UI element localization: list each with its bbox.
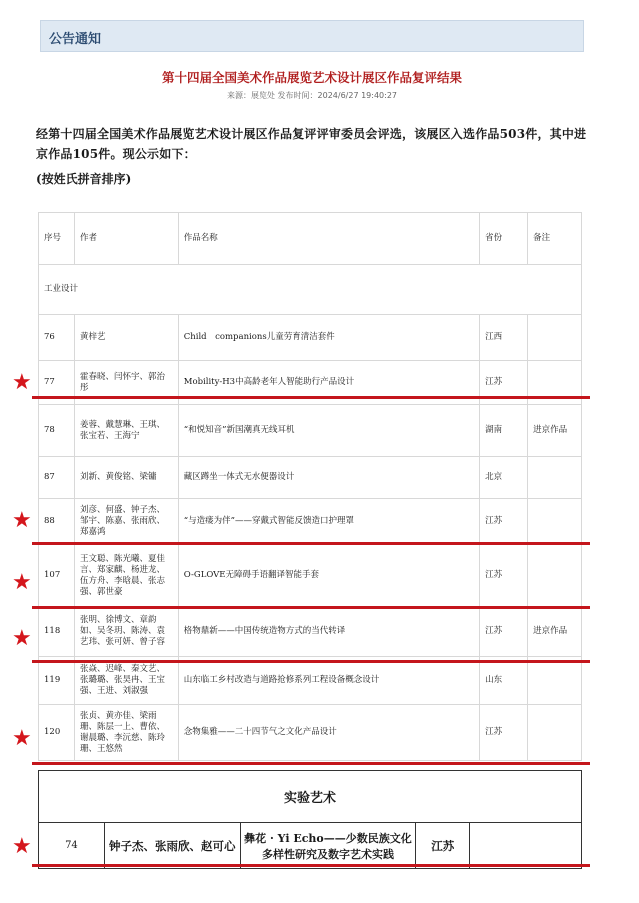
cell-no: 88 — [39, 499, 75, 545]
cell-remark — [528, 545, 582, 607]
cell-no: 74 — [39, 823, 105, 869]
cell-remark — [528, 457, 582, 499]
cell-no: 87 — [39, 457, 75, 499]
cell-work: 格物鼎新——中国传统造物方式的当代转译 — [178, 607, 479, 657]
cell-work: Child companions儿童劳育清洁套件 — [178, 315, 479, 361]
experimental-art-table — [38, 770, 582, 869]
cell-province: 江西 — [480, 315, 528, 361]
cell-author: 刘新、黄俊铭、梁镛 — [74, 457, 178, 499]
cell-work: O-GLOVE无障碍手语翻译智能手套 — [178, 545, 479, 607]
star-icon: ★ — [12, 726, 32, 751]
star-icon: ★ — [12, 834, 32, 859]
cell-author: 刘彦、何盛、钟子杰、邹宇、陈嘉、张雨欣、郑嘉鸿 — [74, 499, 178, 545]
star-icon: ★ — [12, 370, 32, 395]
cell-remark — [470, 823, 582, 869]
cell-author: 王文聪、陈光曦、夏佳言、郑家麒、杨进龙、伍方舟、李晗晨、张志强、郭世豪 — [74, 545, 178, 607]
col-header-work: 作品名称 — [178, 213, 479, 265]
table-row — [39, 607, 582, 657]
source-meta: 来源：展览处 发布时间：2024/6/27 19:40:27 — [226, 91, 398, 100]
cell-no: 77 — [39, 361, 75, 405]
cell-no: 107 — [39, 545, 75, 607]
highlight-underline — [32, 762, 590, 765]
cell-author: 姜蓉、戴慧琳、王琪、张宝若、王海宁 — [74, 405, 178, 457]
cell-remark — [528, 705, 582, 761]
cell-province: 江苏 — [480, 607, 528, 657]
cell-remark — [528, 315, 582, 361]
cell-work: Mobility-H3中高龄老年人智能助行产品设计 — [178, 361, 479, 405]
table-row — [39, 705, 582, 761]
cell-no: 78 — [39, 405, 75, 457]
cell-author: 张明、徐博文、章韵如、吴冬玥、陈涛、袁艺玮、张可妍、曾子容 — [74, 607, 178, 657]
col-header-author: 作者 — [74, 213, 178, 265]
cell-remark: 进京作品 — [528, 405, 582, 457]
cell-province: 江苏 — [480, 499, 528, 545]
table-row — [39, 499, 582, 545]
cell-no: 76 — [39, 315, 75, 361]
star-icon: ★ — [12, 626, 32, 651]
section-header-label: 公告通知 — [49, 32, 102, 47]
highlight-underline — [32, 396, 590, 399]
col-header-no: 序号 — [39, 213, 75, 265]
cell-province: 湖南 — [480, 405, 528, 457]
cell-remark: 进京作品 — [528, 607, 582, 657]
cell-author: 黄梓艺 — [74, 315, 178, 361]
cell-author: 霍春晓、闫怀宇、郭治彤 — [74, 361, 178, 405]
cell-work: “和悦知音”新国潮真无线耳机 — [178, 405, 479, 457]
table-row — [39, 405, 582, 457]
table-header-row — [39, 213, 582, 265]
cell-no: 118 — [39, 607, 75, 657]
col-header-province: 省份 — [480, 213, 528, 265]
table-row — [39, 657, 582, 705]
highlight-underline — [32, 660, 590, 663]
section-header — [40, 20, 584, 52]
cell-no: 120 — [39, 705, 75, 761]
cell-work: 藏区蹲坐一体式无水便器设计 — [178, 457, 479, 499]
category-label: 实验艺术 — [39, 771, 582, 823]
cell-author: 张焱、迟峰、秦文艺、张璐璐、张昊冉、王宝强、王进、刘淑强 — [74, 657, 178, 705]
cell-work: 山东临工乡村改造与道路抢修系列工程设备概念设计 — [178, 657, 479, 705]
table-row — [39, 823, 582, 869]
highlight-underline — [32, 542, 590, 545]
table-row — [39, 315, 582, 361]
cell-author: 张贞、黄亦佳、梁雨珊、陈层一上、曹依、谢晨璐、李沅慈、陈玲珊、王悠然 — [74, 705, 178, 761]
cell-province: 江苏 — [416, 823, 470, 869]
cell-work: “与造瘘为伴”——穿戴式智能反馈造口护理罩 — [178, 499, 479, 545]
cell-province: 北京 — [480, 457, 528, 499]
cell-remark — [528, 499, 582, 545]
highlight-underline — [32, 864, 590, 867]
category-label: 工业设计 — [39, 265, 582, 315]
cell-province: 江苏 — [480, 361, 528, 405]
highlight-underline — [32, 606, 590, 609]
cell-province: 山东 — [480, 657, 528, 705]
cell-no: 119 — [39, 657, 75, 705]
cell-author: 钟子杰、张雨欣、赵可心 — [104, 823, 240, 869]
col-header-remark: 备注 — [528, 213, 582, 265]
cell-work: 彝花 · Yi Echo——少数民族文化多样性研究及数字艺术实践 — [240, 823, 416, 869]
cell-province: 江苏 — [480, 705, 528, 761]
results-table — [38, 212, 582, 761]
page-title: 第十四届全国美术作品展览艺术设计展区作品复评结果 — [161, 70, 462, 85]
cell-remark — [528, 657, 582, 705]
category-row — [39, 771, 582, 823]
table-row — [39, 457, 582, 499]
cell-province: 江苏 — [480, 545, 528, 607]
star-icon: ★ — [12, 570, 32, 595]
category-row — [39, 265, 582, 315]
cell-work: 念物集雅——二十四节气之文化产品设计 — [178, 705, 479, 761]
sort-note: (按姓氏拼音排序) — [36, 172, 132, 186]
table-row — [39, 545, 582, 607]
intro-paragraph: 经第十四届全国美术作品展览艺术设计展区作品复评评审委员会评选，该展区入选作品503件，其中进京作品105件。现公示如下： — [36, 127, 587, 161]
star-icon: ★ — [12, 508, 32, 533]
